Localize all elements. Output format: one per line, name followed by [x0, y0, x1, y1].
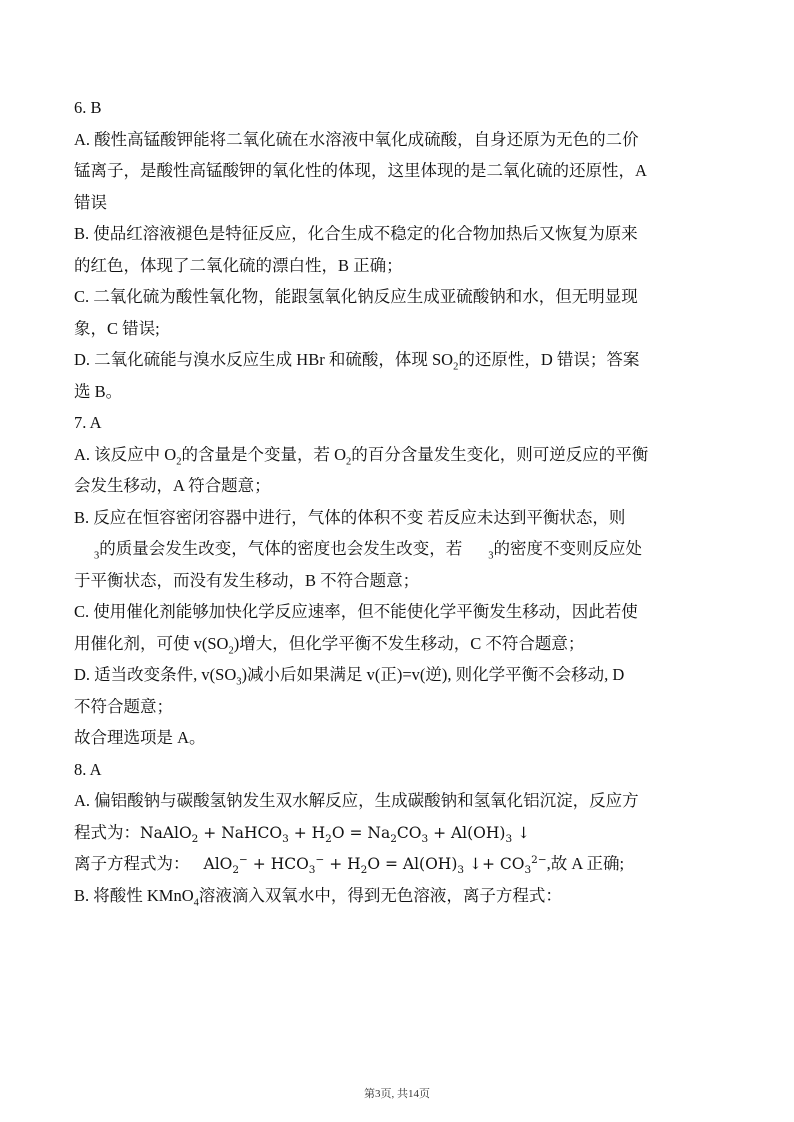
q8-a-line-3	[74, 848, 724, 880]
eq-term: + Al(OH)	[428, 823, 506, 842]
subscript: 4	[193, 896, 199, 908]
eq-term: ↓+ CO	[464, 855, 525, 873]
q8-a-line-1: A. 偏铝酸钠与碳酸氢钠发生双水解反应，生成碳酸钠和氢氧化铝沉淀，反应方	[74, 791, 639, 810]
q6-b-line-2: 的红色，体现了二氧化硫的漂白性，B 正确；	[74, 255, 403, 275]
q6-d-line-1	[74, 344, 724, 376]
q7-a-line-2: 会发生移动，A 符合题意；	[74, 476, 271, 495]
q6-a-line-1: A. 酸性高锰酸钾能将二氧化硫在水溶液中氧化成硫酸，自身还原为无色的二价	[74, 129, 639, 149]
q6-a-line-2: 锰离子，是酸性高锰酸钾的氧化性的体现，这里体现的是二氧化硫的还原性，A	[74, 161, 647, 180]
subscript: 3	[236, 676, 242, 688]
q8-heading: 8. A	[74, 759, 102, 779]
subscript: 3	[488, 550, 494, 562]
q7-b-text: 的质量会发生改变，气体的密度也会发生改变，若	[99, 539, 463, 558]
subscript: 3	[94, 550, 100, 562]
ionic-equation	[203, 853, 547, 877]
subscript: 2	[325, 832, 332, 845]
eq-term: NaAlO	[140, 823, 192, 842]
subscript: 3	[308, 864, 316, 877]
superscript: −	[315, 853, 325, 866]
subscript: 2	[346, 455, 352, 467]
subscript: 2	[360, 864, 368, 877]
q8-b-text: 溶液滴入双氧水中，得到无色溶液，离子方程式：	[198, 885, 562, 905]
eq-term: AlO	[203, 855, 233, 873]
subscript: 2	[390, 832, 397, 845]
eq-term: + H	[288, 823, 326, 842]
q6-d-text: 的还原性，D 错误；答案	[458, 350, 640, 369]
eq-term: O = Al(OH)	[367, 855, 458, 873]
eq-term: + NaHCO	[198, 823, 283, 842]
q7-b-line-3: 于平衡状态，而没有发生移动，B 不符合题意；	[74, 570, 420, 590]
eq-term: O = Na	[331, 823, 391, 842]
subscript: 3	[524, 864, 532, 877]
q7-b-line-2	[74, 533, 724, 565]
q6-heading: 6. B	[74, 98, 102, 117]
subscript: 2	[232, 864, 240, 877]
answer-content	[74, 92, 724, 911]
eq-term: + H	[324, 855, 361, 873]
q6-d-text: D. 二氧化硫能与溴水反应生成 HBr 和硫酸，体现 SO	[74, 350, 454, 369]
superscript: 2−	[531, 853, 547, 866]
q8-b-text: B. 将酸性 KMnO	[74, 885, 194, 905]
page-footer: 第3页, 共14页	[364, 1088, 430, 1100]
q8-a-text: 离子方程式为：	[74, 854, 190, 873]
subscript: 2	[176, 455, 182, 467]
q7-c-line-1: C. 使用催化剂能够加快化学反应速率，但不能使化学平衡发生移动，因此若使	[74, 602, 638, 621]
q7-conclusion: 故合理选项是 A。	[74, 728, 206, 747]
q7-d-line-1	[74, 659, 724, 691]
q6-b-line-1: B. 使品红溶液褪色是特征反应，化合生成不稳定的化合物加热后又恢复为原来	[74, 224, 638, 243]
q8-b-line-1	[74, 880, 724, 912]
q8-a-text: 程式为：	[74, 822, 140, 842]
q6-a-line-3: 错误	[74, 192, 107, 212]
q7-a-text: 的含量是个变量，若 O	[181, 444, 347, 464]
q7-d-text: )减小后如果满足 v(正)=v(逆), 则化学平衡不会移动, D	[241, 665, 625, 684]
q7-c-text: )增大，但化学平衡不发生移动，C 不符合题意；	[233, 633, 585, 653]
subscript: 3	[457, 864, 465, 877]
q7-b-line-1: B. 反应在恒容密闭容器中进行，气体的体积不变 若反应未达到平衡状态，则	[74, 507, 626, 527]
q7-heading: 7. A	[74, 413, 102, 432]
q6-c-line-2: 象，C 错误;	[74, 318, 160, 338]
subscript: 3	[282, 832, 289, 845]
q7-c-line-2	[74, 628, 724, 660]
subscript: 2	[453, 361, 459, 373]
subscript: 3	[505, 832, 513, 845]
q6-c-line-1: C. 二氧化硫为酸性氧化物，能跟氢氧化钠反应生成亚硫酸钠和水，但无明显现	[74, 287, 638, 306]
q7-d-text: D. 适当改变条件, v(SO	[74, 665, 237, 684]
superscript: −	[239, 853, 248, 866]
eq-term: + HCO	[247, 855, 309, 873]
chemical-equation	[140, 823, 531, 845]
q7-a-line-1	[74, 439, 724, 471]
subscript: 3	[421, 832, 429, 845]
q8-a-line-2	[74, 817, 724, 849]
subscript: 2	[228, 644, 234, 656]
subscript: 2	[191, 832, 199, 845]
q8-a-text: ,故 A 正确;	[546, 854, 625, 873]
eq-term: ↓	[512, 823, 531, 842]
q7-d-line-2: 不符合题意；	[74, 696, 173, 716]
q6-d-line-2: 选 B。	[74, 381, 123, 401]
q7-b-text: 的密度不变则反应处	[493, 539, 642, 558]
q7-c-text: 用催化剂，可使 v(SO	[74, 633, 229, 653]
eq-term: CO	[396, 823, 422, 842]
q7-a-text: 的百分含量发生变化，则可逆反应的平衡	[351, 444, 649, 464]
q7-a-text: A. 该反应中 O	[74, 444, 177, 464]
